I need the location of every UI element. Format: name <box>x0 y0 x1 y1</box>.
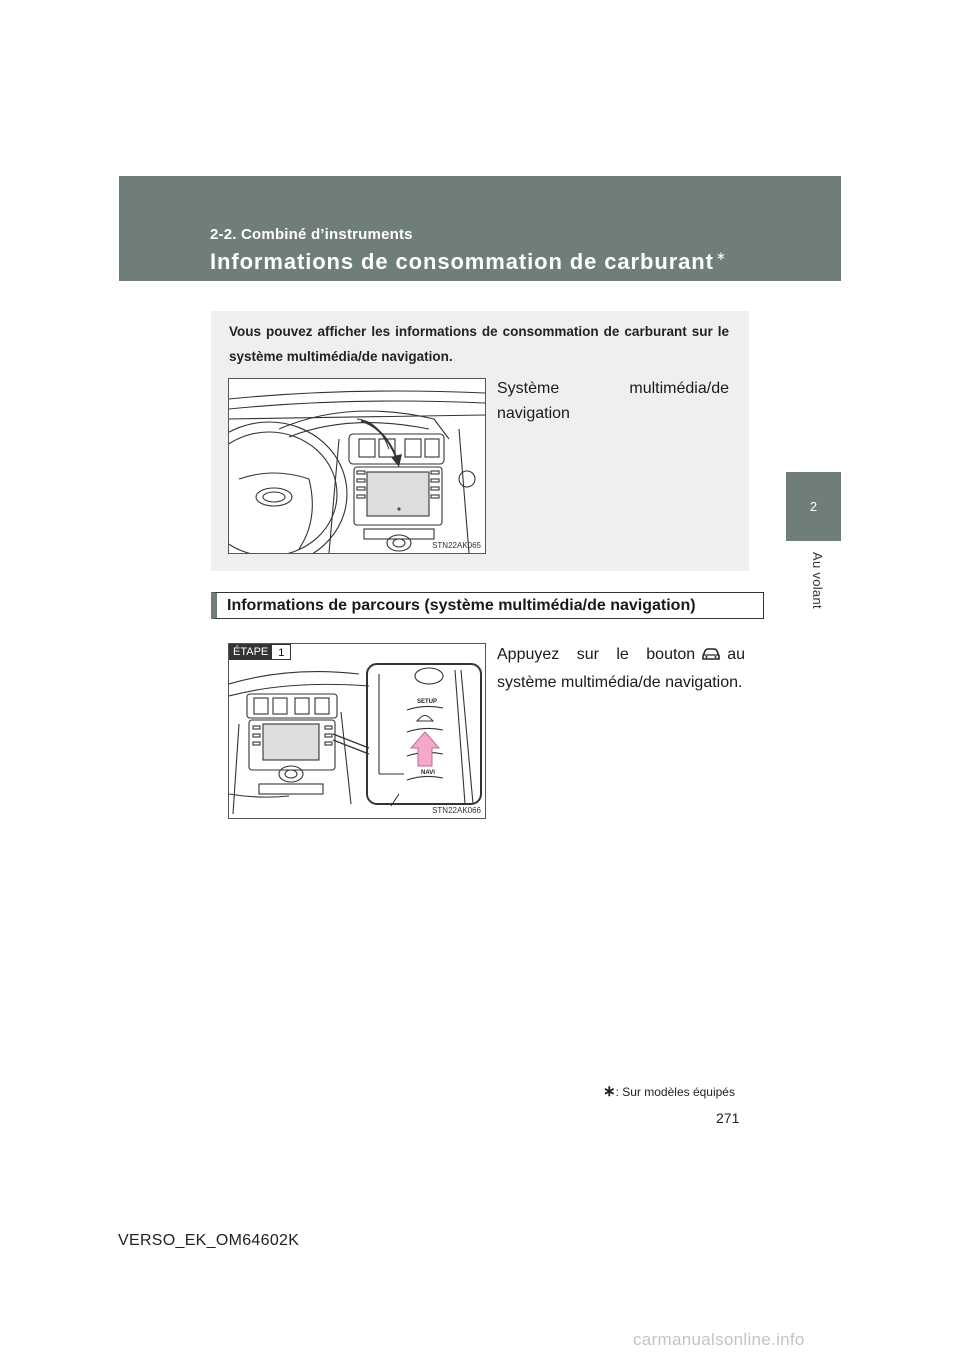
car-icon <box>701 645 721 670</box>
intro-text: Vous pouvez afficher les informations de consommation de carburant sur le système multimédia/de navigation. <box>229 324 729 364</box>
footnote <box>603 1082 735 1100</box>
chapter-number: 2 <box>809 499 818 514</box>
page-title-text: Informations de consommation de carburant <box>210 249 714 274</box>
step-text-before: Appuyez sur le bouton <box>497 646 696 663</box>
chapter-label: Au volant <box>810 552 825 609</box>
figure-caption: Système multimédia/de navigation <box>497 380 729 422</box>
figure-code: STN22AK066 <box>432 806 481 815</box>
step-text-after: au système multimédia/de navigation. <box>497 646 745 691</box>
footnote-mark: ∗ <box>603 1083 616 1100</box>
figure-code: STN22AK065 <box>432 541 481 550</box>
section-heading: Informations de parcours (système multimédia/de navigation) <box>211 592 764 619</box>
navi-button-illustration <box>229 644 485 818</box>
document-code: VERSO_EK_OM64602K <box>118 1232 300 1249</box>
chapter-tab <box>786 472 841 541</box>
page-number: 271 <box>716 1110 740 1126</box>
title-asterisk: ∗ <box>715 249 727 263</box>
footnote-text: : Sur modèles équipés <box>615 1085 735 1099</box>
step-instruction <box>497 642 745 695</box>
figure-step1 <box>228 643 486 819</box>
watermark: carmanualsonline.info <box>633 1330 805 1349</box>
dashboard-illustration <box>229 379 485 553</box>
section-label: 2-2. Combiné d’instruments <box>210 226 413 243</box>
step-badge <box>229 644 291 660</box>
navi-button-label: NAVI <box>421 770 435 776</box>
setup-button-label: SETUP <box>417 699 438 705</box>
figure-dashboard <box>228 378 486 554</box>
page-title <box>210 249 727 275</box>
step-label: ÉTAPE <box>229 644 272 660</box>
step-number: 1 <box>272 644 291 660</box>
pink-arrow-icon <box>411 732 439 766</box>
